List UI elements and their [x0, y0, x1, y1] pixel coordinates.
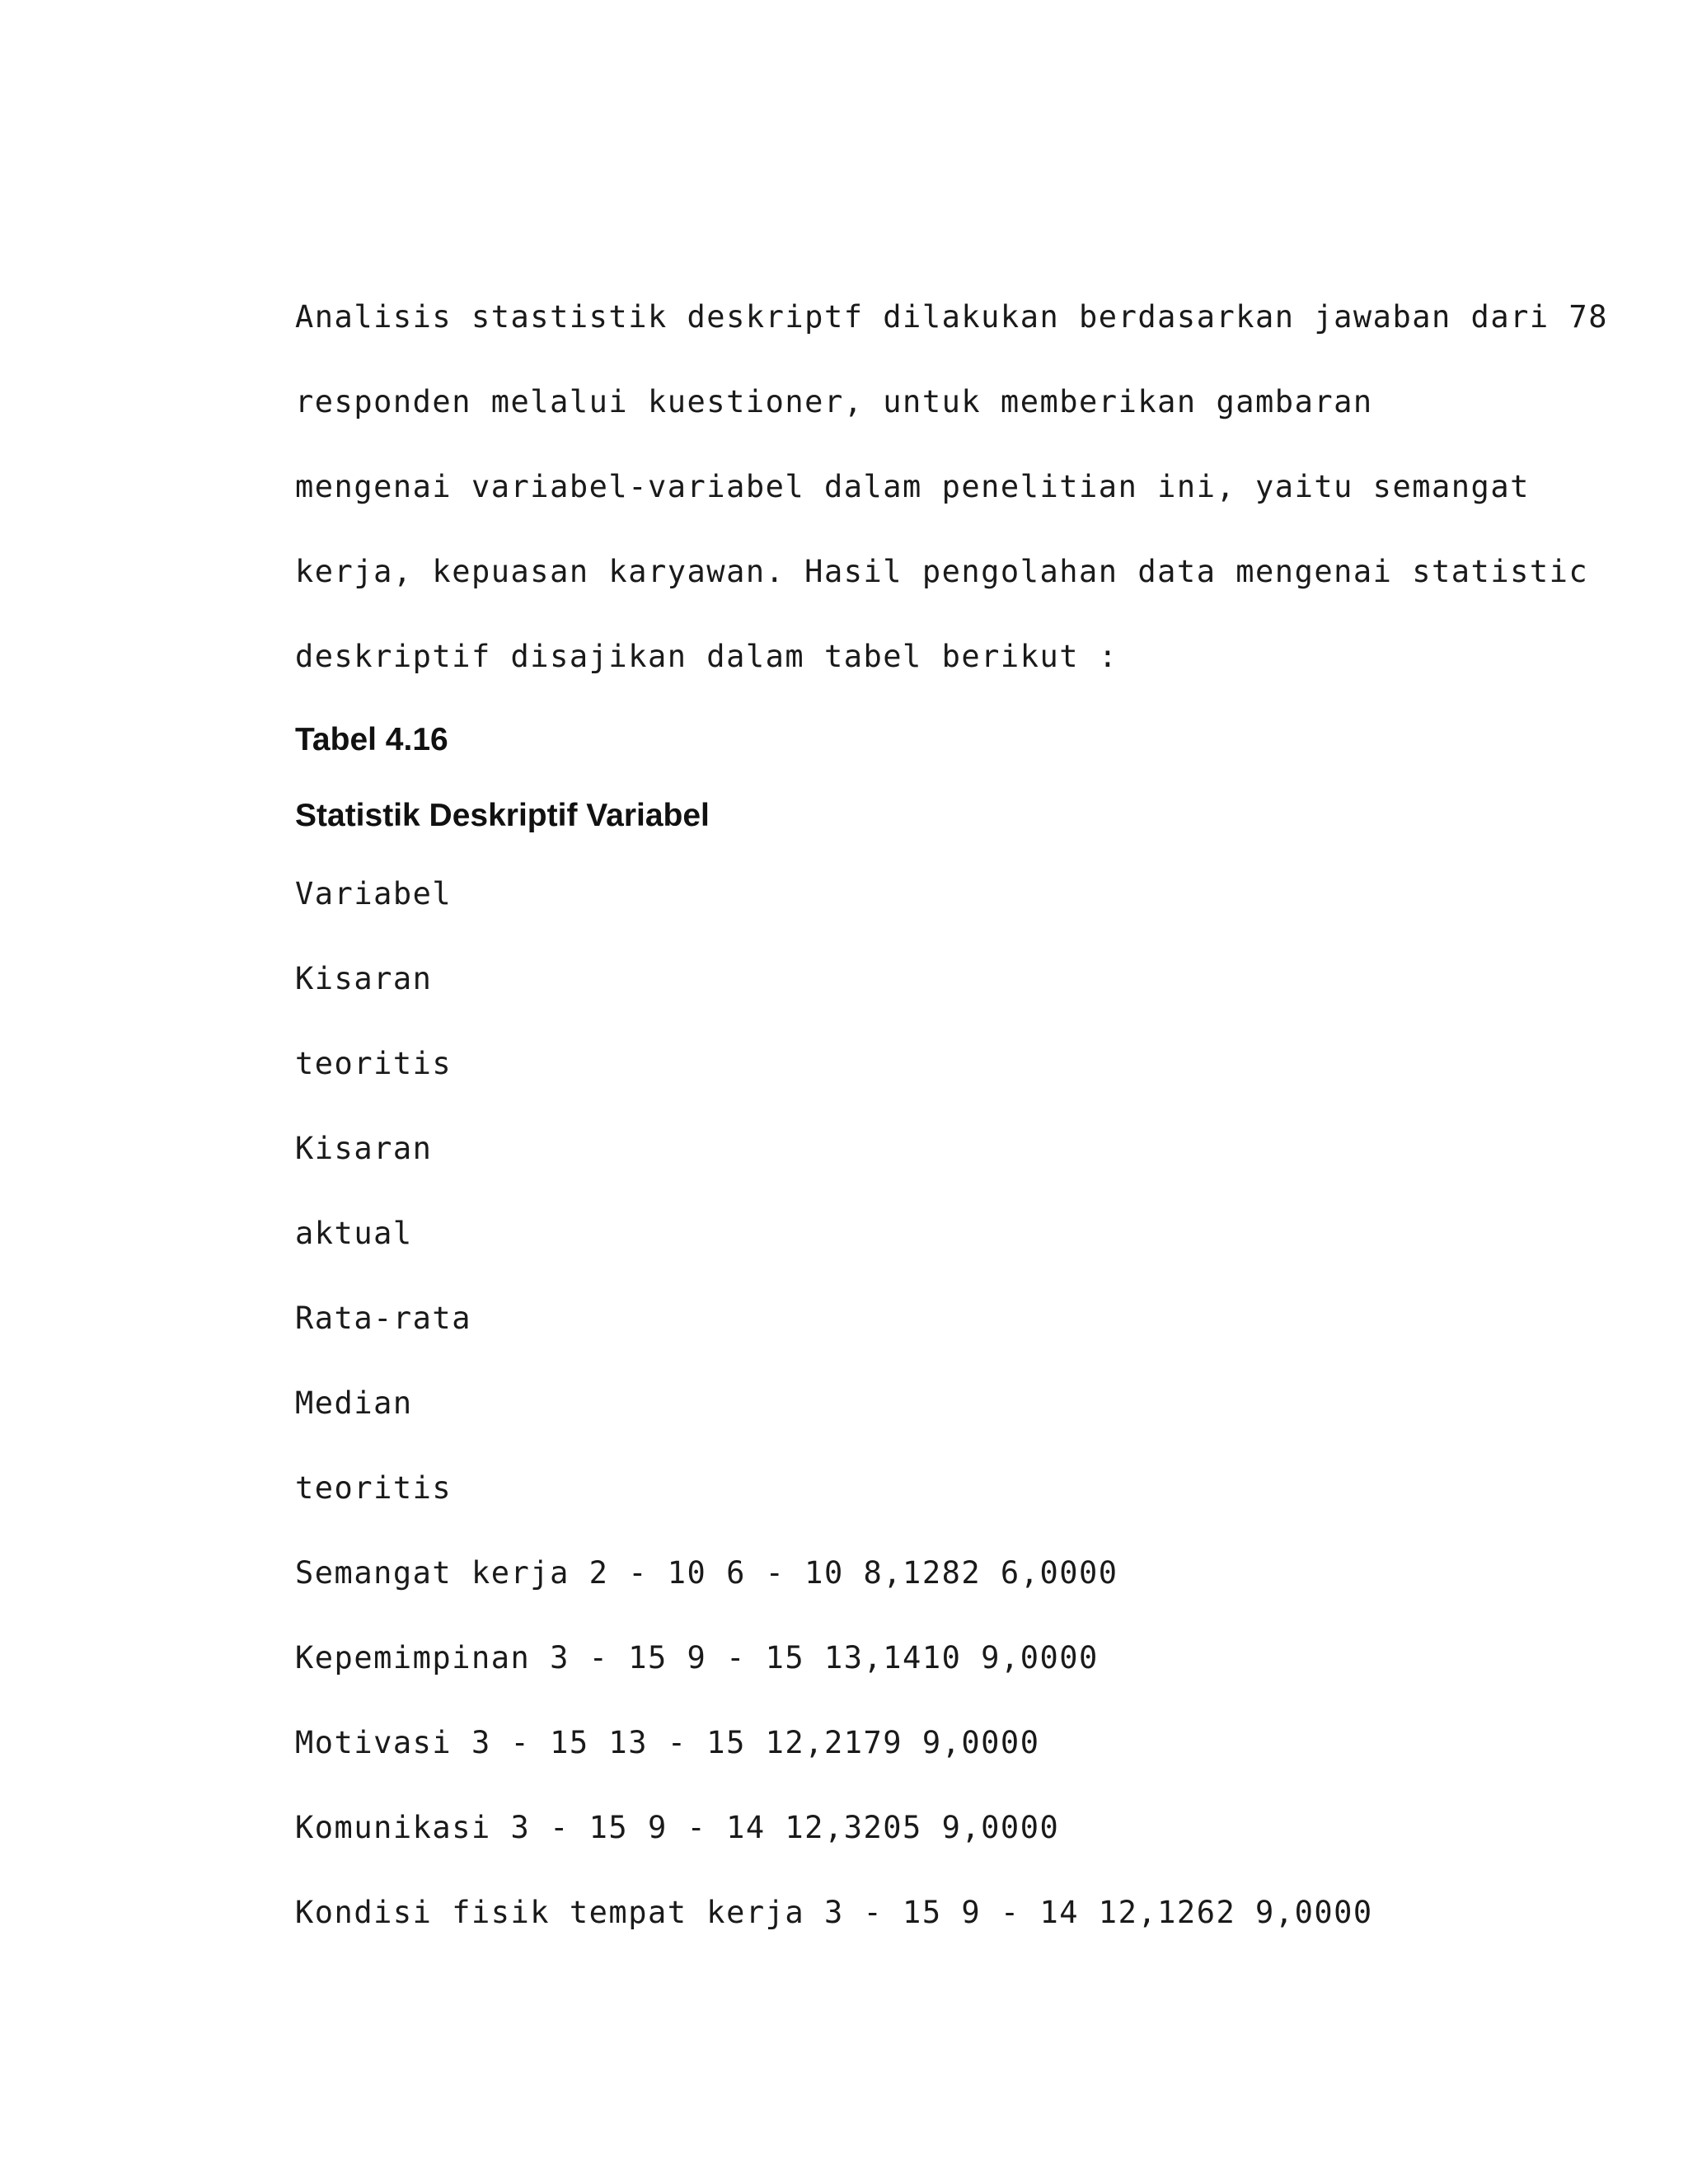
paragraph-line: deskriptif disajikan dalam tabel berikut : [295, 639, 1118, 674]
table-row: Semangat kerja 2 - 10 6 - 10 8,1282 6,0000 [295, 1555, 1118, 1591]
table-header-line: aktual [295, 1216, 413, 1251]
paragraph-line: kerja, kepuasan karyawan. Hasil pengolahan data mengenai statistic [295, 554, 1589, 589]
table-row: Kepemimpinan 3 - 15 9 - 15 13,1410 9,0000 [295, 1640, 1099, 1675]
table-title: Statistik Deskriptif Variabel [295, 798, 710, 833]
table-header-line: teoritis [295, 1470, 452, 1506]
table-header-line: Kisaran [295, 961, 433, 996]
table-row: Kondisi fisik tempat kerja 3 - 15 9 - 14 12,1262 9,0000 [295, 1895, 1373, 1930]
table-header-line: Median [295, 1385, 413, 1421]
table-number: Tabel 4.16 [295, 722, 448, 757]
paragraph-line: mengenai variabel-variabel dalam penelitian ini, yaitu semangat [295, 469, 1530, 504]
paragraph-line: Analisis stastistik deskriptf dilakukan berdasarkan jawaban dari 78 [295, 299, 1608, 335]
table-header-line: Rata-rata [295, 1301, 471, 1336]
table-header-line: Kisaran [295, 1131, 433, 1166]
table-row: Motivasi 3 - 15 13 - 15 12,2179 9,0000 [295, 1725, 1040, 1760]
table-header-line: teoritis [295, 1046, 452, 1081]
table-row: Komunikasi 3 - 15 9 - 14 12,3205 9,0000 [295, 1810, 1060, 1845]
paragraph-line: responden melalui kuestioner, untuk memberikan gambaran [295, 384, 1373, 419]
table-header-line: Variabel [295, 876, 452, 912]
